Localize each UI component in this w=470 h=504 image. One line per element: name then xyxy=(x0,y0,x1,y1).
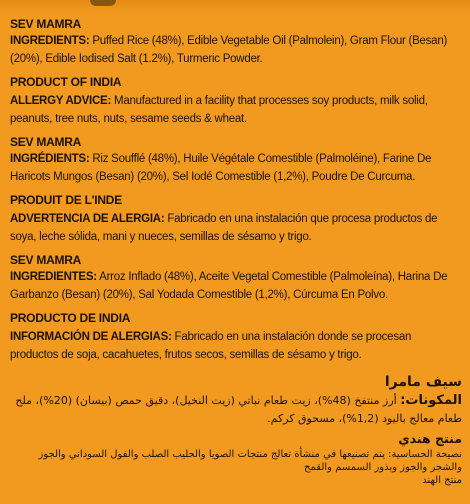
product-title-en: SEV MAMRA xyxy=(10,17,82,31)
allergy-en xyxy=(10,92,462,128)
allergy-text-en: Manufactured in a facility that processes soy products, milk solid, peanuts, tree nuts, nuts, sesame seeds & wheat. xyxy=(10,95,428,125)
allergy-ar: نصيحة الحساسية: يتم تصنيعها في منشأة تعالج منتجات الصويا والحليب الصلب والفول السوداني والجوز والشجر والجوز وبذور السمسم والقمح xyxy=(38,449,462,473)
ingredients-text-ar: أرز منتفخ (48%)، زيت طعام نباتي (زيت النخيل)، دقيق حمص (بيسان) (20%)، ملح طعام معالج باليود (1,2%)، مسحوق كركم. xyxy=(15,394,462,425)
product-title-fr: SEV MAMRA xyxy=(10,135,82,149)
origin-small-ar: منتج الهند xyxy=(422,475,462,486)
ingredients-ar xyxy=(10,392,462,428)
origin-fr: PRODUIT DE L'INDE xyxy=(10,193,122,207)
allergy-text-fr: Fabricado en una instalación que procesa productos de soya, leche sólida, mani y nueces, semillas de sésamo y trigo. xyxy=(10,213,438,243)
spanish-section xyxy=(10,252,462,364)
ingredients-text-fr: Riz Soufflé (48%), Huile Végétale Comestible (Palmoléine), Farine De Haricots Mungos (Besan) (20%), Sel Iodé Comestible (1,2%), Poudre De Curcuma. xyxy=(10,153,432,183)
ingredients-label-es: INGREDIENTES: xyxy=(10,271,97,283)
allergy-label-fr: ADVERTENCIA DE ALERGIA: xyxy=(10,213,165,225)
package-edge-mark xyxy=(90,0,116,6)
origin-en: PRODUCT OF INDIA xyxy=(10,75,122,89)
origin-ar: منتج هندي xyxy=(398,431,462,446)
ingredients-text-en: Puffed Rice (48%), Edible Vegetable Oil (Palmolein), Gram Flour (Besan) (20%), Edible Iodised Salt (1.2%), Turmeric Powder. xyxy=(10,35,448,65)
ingredients-es xyxy=(10,268,462,304)
english-section xyxy=(10,16,462,128)
ingredients-label-fr: INGRÉDIENTS: xyxy=(10,153,90,165)
origin-es: PRODUCTO DE INDIA xyxy=(10,311,131,325)
allergy-label-es: INFORMACIÓN DE ALERGIAS: xyxy=(10,331,172,343)
product-title-es: SEV MAMRA xyxy=(10,253,82,267)
ingredients-text-es: Arroz Inflado (48%), Aceite Vegetal Comestible (Palmoleína), Harina De Garbanzo (Besan) (20%), Sal Yodada Comestible (1,2%), Cúrcuma En Polvo. xyxy=(10,271,448,301)
top-color-band xyxy=(0,0,470,12)
arabic-section xyxy=(10,372,462,487)
allergy-label-en: ALLERGY ADVICE: xyxy=(10,95,112,107)
ingredients-fr xyxy=(10,150,462,186)
ingredients-label-ar: المكونات: xyxy=(400,393,462,408)
allergy-fr xyxy=(10,210,462,246)
allergy-text-es: Fabricado en una instalación donde se procesan productos de soja, cacahuetes, frutos secos, semillas de sésamo y trigo. xyxy=(10,331,412,361)
product-title-ar: سيف مامرا xyxy=(384,374,462,390)
label-content xyxy=(10,12,462,487)
ingredients-label-en: INGREDIENTS: xyxy=(10,35,90,47)
allergy-es xyxy=(10,328,462,364)
ingredients-en xyxy=(10,32,462,68)
french-section xyxy=(10,134,462,246)
